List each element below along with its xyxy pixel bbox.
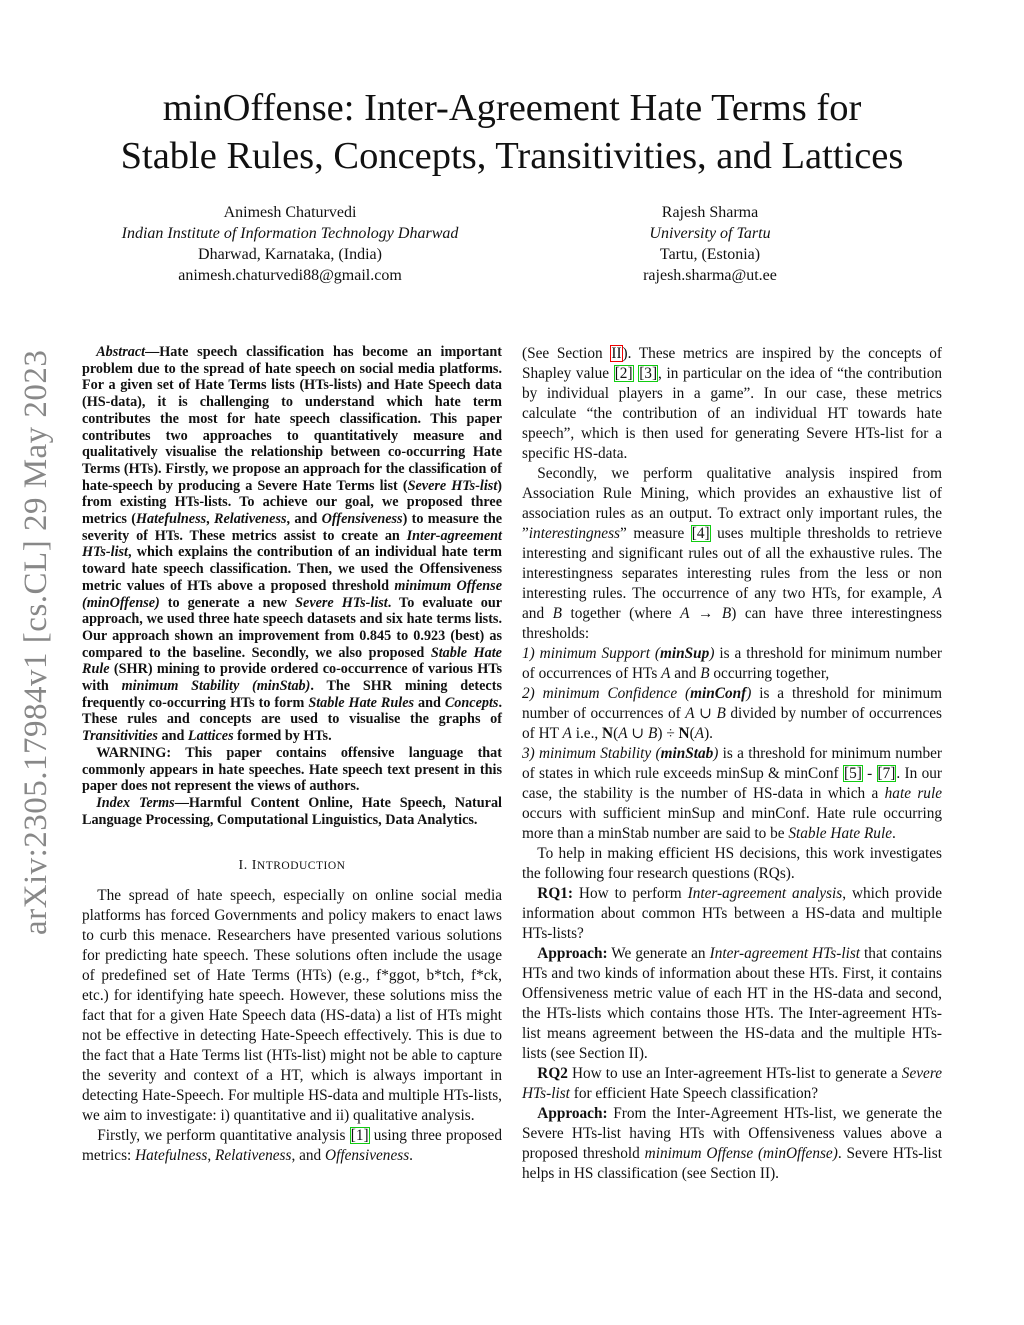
text-run: ( (613, 725, 619, 742)
text-run: How to use an Inter-agreement HTs-list to generate a (567, 1065, 902, 1082)
text-run: A (618, 725, 628, 742)
text-run: hate rule (884, 785, 942, 802)
paragraph (82, 795, 502, 828)
text-run: (SHR) mining to provide ordered co-occurrence of various HTs with (82, 661, 502, 695)
text-run: Severe HTs-list (522, 1065, 942, 1102)
text-run: . The SHR mining detects frequently co-occurring HTs to form (82, 678, 502, 711)
author-name: Animesh Chaturvedi (223, 204, 357, 221)
text-run: and (414, 694, 445, 711)
citation-link[interactable]: [4] (691, 525, 710, 542)
author-email: rajesh.sharma@ut.ee (643, 267, 777, 284)
paragraph (522, 344, 942, 464)
text-run: together (where (561, 605, 681, 622)
text-run: Stable Hate Rule (788, 825, 892, 842)
paragraph (82, 886, 502, 1126)
text-run: Stable Hate Rules (308, 694, 415, 711)
text-run: WARNING: This paper contains offensive language that commonly appears in hate speeches. Hate speech text present in this paper does not represent the views of authors. (82, 744, 502, 795)
text-run: Severe HTs-list (295, 594, 388, 611)
paragraph (522, 644, 942, 684)
paragraph (82, 745, 502, 795)
text-run: . These rules and concepts are used to visualise the graphs of (82, 694, 502, 728)
author-block-1 (90, 202, 490, 286)
author-location: Tartu, (Estonia) (659, 246, 761, 263)
text-run: 1) minimum Support ( (522, 645, 660, 662)
text-run: ” measure (620, 525, 691, 542)
text-run: ) can have three interestingness thresholds: (522, 605, 942, 642)
text-run: is a threshold for minimum number of occurrences of HTs (522, 645, 942, 682)
text-run: divided by number of occurrences of HT (522, 705, 943, 742)
text-run: . (409, 1147, 413, 1165)
text-run: using three proposed metrics: (82, 1127, 502, 1165)
author-affiliation: Indian Institute of Information Technology Dharwad (121, 225, 459, 242)
text-run: Firstly, we perform quantitative analysis (97, 1127, 350, 1145)
text-run: Approach: (537, 1105, 608, 1122)
text-run: minStab (660, 745, 714, 762)
section-number: I. (238, 858, 252, 874)
text-run: Inter-agreement HTs-list (82, 527, 502, 561)
text-run: Abstract (96, 344, 146, 360)
text-run: occurring together, (709, 665, 830, 682)
text-run: is a threshold for minimum number of occurrences of (522, 685, 942, 722)
text-run: ) from existing HTs-lists. To achieve our goal, we proposed three metrics ( (82, 477, 503, 528)
text-run: ( (689, 725, 695, 742)
author-location: Dharwad, Karnataka, (India) (198, 246, 382, 263)
text-run: —Harmful Content Online, Hate Speech, Natural Language Processing, Computational Linguistics, Data Analytics. (82, 794, 502, 828)
text-run: formed by HTs. (233, 728, 332, 745)
text-run: for efficient Hate Speech classification? (569, 1085, 819, 1102)
text-run: . Severe HTs-list helps in HS classification (see Section II). (522, 1145, 942, 1182)
text-run: interestingness (528, 525, 621, 542)
text-run: A (680, 605, 690, 622)
paragraph (522, 744, 942, 844)
paragraph (522, 944, 942, 1064)
text-run: Relativeness (215, 1147, 292, 1165)
title-line-2: Stable Rules, Concepts, Transitivities, and Lattices (120, 135, 904, 177)
paragraph (82, 344, 502, 745)
text-run: A (694, 725, 705, 742)
text-run: , which explains the contribution of an individual hate term toward hate speech classification. Then, we used the Offensiveness metric values of HTs above a proposed threshold (82, 544, 502, 594)
text-run: . (892, 825, 896, 842)
citation-link[interactable]: [7] (877, 765, 896, 782)
paragraph (522, 1064, 942, 1104)
text-run: B (648, 725, 658, 742)
text-run: , and (286, 511, 322, 528)
right-column (522, 344, 942, 1184)
text-run: uses multiple thresholds to retrieve interesting and significant rules out of all the exhaustive rules. The interestingness separates interesting rules from the less or non interesting rules. The occurrence of any two HTs, for example, (522, 525, 943, 602)
text-run: B (552, 605, 562, 622)
text-run: Secondly, we perform qualitative analysis inspired from Association Rule Mining, which provides an exhaustive list of association rules as an output. To extract only important rules, the ” (522, 465, 942, 542)
text-run: 3) minimum Stability ( (522, 745, 661, 762)
section-title-rest: NTRODUCTION (256, 860, 346, 873)
text-run: . To evaluate our approach, we used three hate speech datasets and six hate terms lists. Our approach shown an improvement from 0.845 to 0.923 (best) as compared to the baseline. Secondly, we also proposed (82, 594, 503, 661)
paper-title (0, 84, 1024, 180)
text-run: i.e., (571, 725, 603, 742)
paragraph (522, 684, 942, 744)
citation-link[interactable]: [5] (843, 765, 862, 782)
text-run: B (716, 705, 726, 722)
paragraph (522, 884, 942, 944)
text-run: → (689, 605, 722, 622)
text-run: - (862, 765, 877, 782)
citation-link[interactable]: [1] (350, 1127, 369, 1145)
left-column (82, 344, 502, 1166)
text-run: , in particular on the idea of “the contribution by individual players in a game”. In our case, these metrics calculate “the contribution of an individual HT towards hate speech”, which is then used for generating Severe HTs-list for a specific HS-data. (522, 365, 942, 462)
text-run: ) ÷ (657, 725, 679, 742)
author-affiliation: University of Tartu (649, 225, 771, 242)
text-run: that contains HTs and two kinds of information about these HTs. First, it contains Offensiveness metric value of each HT in the HS-data and second, the HTs-lists which contains those HTs. The Inter-agreement HTs-list means agreement between the HS-data and the multiple HTs-lists (see Section II). (522, 945, 942, 1062)
section-heading-introduction (82, 856, 502, 876)
text-run: N (602, 725, 614, 742)
text-run: RQ2 (537, 1065, 568, 1082)
text-run: Inter-agreement HTs-list (709, 945, 861, 962)
text-run: A (685, 705, 695, 722)
abstract (82, 344, 502, 828)
text-run: A (661, 665, 671, 682)
text-run: is a threshold for minimum number of states in which rule exceeds minSup & minConf (522, 745, 942, 782)
text-run: Approach: (537, 945, 608, 962)
text-run: Transitivities (82, 728, 158, 745)
text-run: minConf (690, 685, 747, 702)
paragraph (82, 1126, 502, 1166)
text-run: We generate an (607, 945, 710, 962)
text-run: ) (709, 645, 715, 662)
text-run: minimum Offense (minOffense) (82, 577, 502, 611)
text-run: Hatefulness (135, 511, 207, 528)
text-run: RQ1: (537, 885, 573, 902)
text-run: ) to measure the severity of HTs. These metrics assist to create an (82, 511, 503, 544)
arxiv-stamp: arXiv:2305.17984v1 [cs.CL] 29 May 2023 (18, 349, 54, 935)
text-run: minimum Stability (minStab) (121, 678, 311, 695)
text-run: To help in making efficient HS decisions, this work investigates the following four research questions (RQs). (522, 845, 942, 882)
paragraph (522, 1104, 942, 1184)
text-run: and (670, 665, 701, 682)
section-title-first: I (251, 858, 257, 874)
text-run: and (157, 728, 188, 745)
text-run: , (206, 511, 215, 528)
right-body (522, 344, 942, 1184)
author-email: animesh.chaturvedi88@gmail.com (178, 267, 402, 284)
text-run: ). (704, 725, 713, 742)
text-run: N (678, 725, 690, 742)
text-run: Hatefulness (135, 1147, 208, 1165)
citation-link[interactable]: [3] (639, 365, 658, 382)
text-run: How to perform (573, 885, 688, 902)
text-run: —Hate speech classification has become an important problem due to the spread of hate speech on social media platforms. For a given set of Hate Terms lists (HTs-lists) and Hate Speech data (HS-data), it is challenging to understand which hate term contributes the most for hate speech classification. This paper contributes two approaches to quantitatively measure and qualitatively visualise the relationship between co-occurring Hate Terms (HTs). Firstly, we propose an approach for the classification of hate-speech by producing a Severe Hate Terms list ( (82, 344, 502, 494)
text-run: Offensiveness (325, 1147, 410, 1165)
text-run: occurs with sufficient minSup and minConf. Hate rule occurring more than a minStab number are said to be (522, 805, 942, 842)
text-run: Inter-agreement analysis (687, 885, 843, 902)
text-run: ∪ (694, 705, 717, 722)
text-run: ) (713, 745, 719, 762)
text-run: A (932, 585, 942, 602)
text-run: Concepts (444, 694, 499, 711)
paragraph (522, 844, 942, 884)
citation-link[interactable]: II (611, 345, 622, 362)
title-line-1: minOffense: Inter-Agreement Hate Terms for (162, 87, 862, 129)
text-run: 2) minimum Confidence ( (522, 685, 691, 702)
text-run: Stable Hate Rule (82, 644, 502, 678)
text-run: Lattices (187, 728, 234, 745)
paragraph (522, 464, 942, 644)
text-run: Index Terms (96, 794, 175, 811)
text-run: (See Section (522, 345, 611, 362)
text-run: A (562, 725, 572, 742)
text-run: , (207, 1147, 215, 1165)
text-run: minimum Offense (minOffense) (644, 1145, 838, 1162)
text-run: Severe HTs-list (407, 477, 498, 494)
text-run: ) (746, 685, 752, 702)
text-run: Relativeness (214, 511, 287, 528)
text-run: . In our case, the stability is the number of HS-data in which a (522, 765, 942, 802)
intro-body (82, 886, 502, 1166)
text-run: and (522, 605, 553, 622)
text-run: B (700, 665, 710, 682)
text-run: , and (291, 1147, 326, 1165)
text-run: to generate a new (159, 594, 296, 611)
author-name: Rajesh Sharma (661, 204, 759, 221)
text-run: minSup (660, 645, 710, 662)
text-run: From the Inter-Agreement HTs-list, we generate the Severe HTs-list having HTs with Offensiveness values above a proposed threshold (522, 1105, 942, 1162)
text-run: ∪ (627, 725, 649, 742)
text-run: , which provide information about common HTs between a HS-data and multiple HTs-lists? (522, 885, 942, 942)
text-run: B (721, 605, 732, 622)
text-run: The spread of hate speech, especially on online social media platforms has forced Governments and policy makers to enact laws to curb this menace. Researchers have presented various solutions for predicting hate speech. These solutions often include the usage of predefined set of Hate Terms (HTs) (e.g., f*ggot, b*tch, f*ck, etc.) for identifying hate speech. However, these solutions miss the fact that for a given Hate Speech data (HS-data) a list of HTs might not be effective in detecting Hate-Speech effectively. This is due to the fact that a Hate Terms list (HTs-list) might not be able to capture the severity and context of a HT, which is always important in detecting Hate-Speech. For multiple HS-data and multiple HTs-lists, we aim to investigate: i) quantitative and ii) qualitative analysis. (82, 887, 502, 1125)
citation-link[interactable]: [2] (614, 365, 633, 382)
text-run: Offensiveness (321, 511, 403, 528)
author-block-2 (560, 202, 860, 286)
text-run: ). These metrics are inspired by the concepts of Shapley value (522, 345, 943, 382)
